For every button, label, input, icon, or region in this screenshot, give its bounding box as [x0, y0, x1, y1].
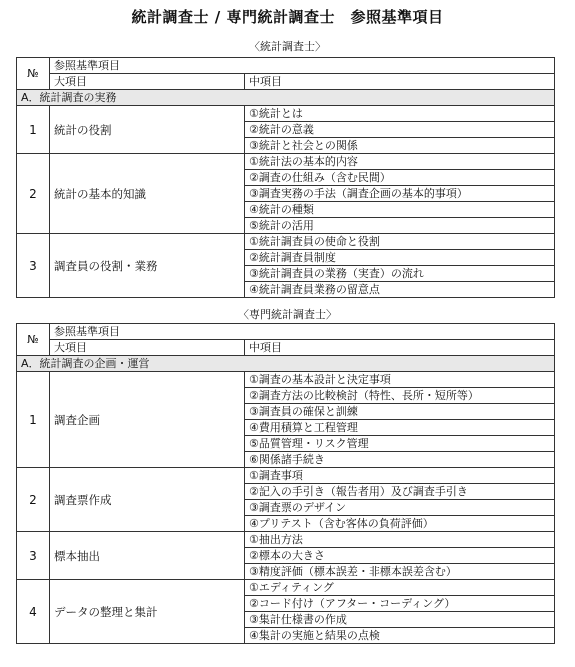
middle-item: ②調査の仕組み（含む民間） [245, 170, 555, 186]
category-label: A．統計調査の企画・運営 [17, 356, 555, 372]
middle-item: ③統計と社会との関係 [245, 138, 555, 154]
middle-item: ③集計仕様書の作成 [245, 612, 555, 628]
middle-item: ③統計調査員の業務（実査）の流れ [245, 266, 555, 282]
middle-item: ⑥関係諸手続き [245, 452, 555, 468]
middle-item: ①エディティング [245, 580, 555, 596]
table-row [17, 234, 555, 250]
middle-item: ③精度評価（標本誤差・非標本誤差含む） [245, 564, 555, 580]
middle-header: 中項目 [245, 340, 555, 356]
header-row [17, 340, 555, 356]
middle-item: ④集計の実施と結果の点検 [245, 628, 555, 644]
middle-item: ①調査の基本設計と決定事項 [245, 372, 555, 388]
major-item: 調査企画 [50, 372, 245, 468]
ref-header: 参照基準項目 [50, 324, 555, 340]
section-subtitle: 〈専門統計調査士〉 [238, 308, 337, 321]
middle-item: ③調査員の確保と訓練 [245, 404, 555, 420]
middle-item: ②コード付け（アフター・コーディング） [245, 596, 555, 612]
category-row [17, 356, 555, 372]
major-item: 調査員の役割・業務 [50, 234, 245, 298]
middle-item: ②統計調査員制度 [245, 250, 555, 266]
row-number: 3 [17, 532, 50, 580]
section-subtitle: 〈統計調査士〉 [249, 40, 326, 53]
page-title: 統計調査士 / 専門統計調査士 参照基準項目 [131, 8, 444, 26]
middle-item: ①統計とは [245, 106, 555, 122]
table-row [17, 106, 555, 122]
row-number: 1 [17, 372, 50, 468]
no-header: № [17, 58, 50, 90]
row-number: 2 [17, 154, 50, 234]
major-item: データの整理と集計 [50, 580, 245, 644]
table-row [17, 580, 555, 596]
major-item: 調査票作成 [50, 468, 245, 532]
middle-item: ②記入の手引き（報告者用）及び調査手引き [245, 484, 555, 500]
ref-header: 参照基準項目 [50, 58, 555, 74]
table-row [17, 468, 555, 484]
middle-item: ②標本の大きさ [245, 548, 555, 564]
middle-item: ⑤品質管理・リスク管理 [245, 436, 555, 452]
header-row [17, 74, 555, 90]
middle-item: ③調査票のデザイン [245, 500, 555, 516]
middle-item: ④統計調査員業務の留意点 [245, 282, 555, 298]
major-item: 統計の役割 [50, 106, 245, 154]
row-number: 1 [17, 106, 50, 154]
row-number: 2 [17, 468, 50, 532]
table-row [17, 154, 555, 170]
middle-item: ④プリテスト（含む客体の負荷評価） [245, 516, 555, 532]
no-header: № [17, 324, 50, 356]
middle-header: 中項目 [245, 74, 555, 90]
table-row [17, 372, 555, 388]
row-number: 3 [17, 234, 50, 298]
major-item: 標本抽出 [50, 532, 245, 580]
major-item: 統計の基本的知識 [50, 154, 245, 234]
middle-item: ①調査事項 [245, 468, 555, 484]
row-number: 4 [17, 580, 50, 644]
major-header: 大項目 [50, 340, 245, 356]
table-row [17, 532, 555, 548]
middle-item: ③調査実務の手法（調査企画の基本的事項） [245, 186, 555, 202]
middle-item: ①統計法の基本的内容 [245, 154, 555, 170]
middle-item: ⑤統計の活用 [245, 218, 555, 234]
major-header: 大項目 [50, 74, 245, 90]
header-row [17, 58, 555, 74]
category-row [17, 90, 555, 106]
header-row [17, 324, 555, 340]
reference-table-surveyor [16, 57, 555, 298]
middle-item: ④統計の種類 [245, 202, 555, 218]
middle-item: ②調査方法の比較検討（特性、長所・短所等） [245, 388, 555, 404]
category-label: A．統計調査の実務 [17, 90, 555, 106]
middle-item: ②統計の意義 [245, 122, 555, 138]
reference-table-specialist [16, 323, 555, 644]
middle-item: ①抽出方法 [245, 532, 555, 548]
middle-item: ④費用積算と工程管理 [245, 420, 555, 436]
middle-item: ①統計調査員の使命と役割 [245, 234, 555, 250]
